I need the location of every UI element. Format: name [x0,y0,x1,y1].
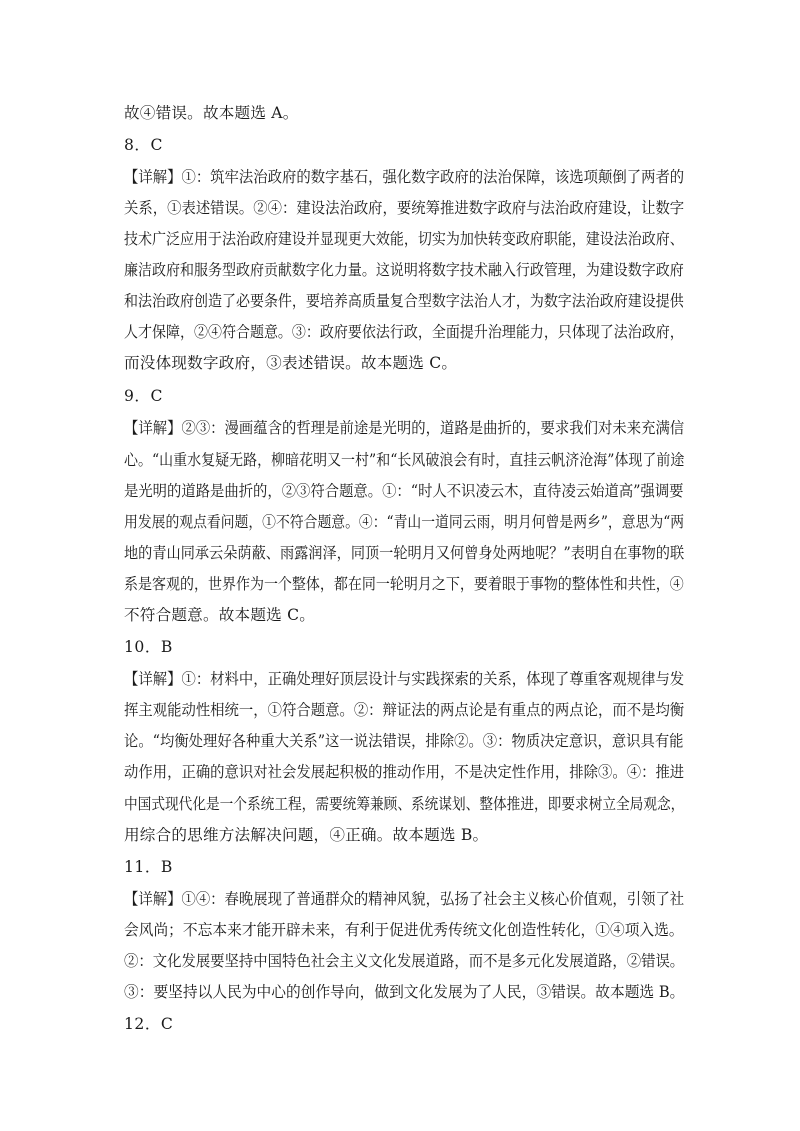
text-line: ③：要坚持以人民为中心的创作导向，做到文化发展为了人民，③错误。故本题选 B。 [124,983,685,1001]
question-number: 12．C [124,1015,174,1033]
text-line: 挥主观能动性相统一，①符合题意。②：辩证法的两点论是有重点的两点论，而不是均衡 [124,701,685,719]
text-line: 【详解】①：材料中，正确处理好顶层设计与实践探索的关系，体现了尊重客观规律与发 [124,670,685,688]
text-line: 用综合的思维方法解决问题，④正确。故本题选 B。 [124,826,489,844]
text-line: 【详解】①④：春晚展现了普通群众的精神风貌，弘扬了社会主义核心价值观，引领了社 [124,890,685,908]
text-line: 用发展的观点看问题，①不符合题意。④：“青山一道同云雨，明月何曾是两乡”，意思为“两 [124,513,685,531]
text-line: 故④错误。故本题选 A。 [124,104,299,122]
text-line: 论。“均衡处理好各种重大关系”这一说法错误，排除②。③：物质决定意识，意识具有能 [124,732,684,750]
text-line: 人才保障，②④符合题意。③：政府要依法行政，全面提升治理能力，只体现了法治政府， [124,323,684,341]
text-line: 动作用，正确的意识对社会发展起积极的推动作用，不是决定性作用，排除③。④：推进 [124,763,685,781]
text-line: 技术广泛应用于法治政府建设并显现更大效能，切实为加快转变政府职能，建设法治政府、 [124,230,684,248]
text-line: 中国式现代化是一个系统工程，需要统筹兼顾、系统谋划、整体推进，即要求树立全局观念， [124,795,685,813]
text-line: 【详解】①：筑牢法治政府的数字基石，强化数字政府的法治保障，该选项颠倒了两者的 [124,168,685,186]
text-line: 而没体现数字政府，③表述错误。故本题选 C。 [124,354,458,372]
question-number: 8．C [124,136,163,154]
text-line: 不符合题意。故本题选 C。 [124,606,316,624]
question-number: 11．B [124,858,173,876]
text-line: ②：文化发展要坚持中国特色社会主义文化发展道路，而不是多元化发展道路，②错误。 [124,952,685,970]
text-line: 关系，①表述错误。②④：建设法治政府，要统筹推进数字政府与法治政府建设，让数字 [124,199,685,217]
text-line: 会风尚；不忘本来才能开辟未来，有利于促进优秀传统文化创造性转化，①④项入选。 [124,921,684,939]
question-number: 10．B [124,638,173,656]
text-line: 是光明的道路是曲折的，②③符合题意。①：“时人不识凌云木，直待凌云始道高”强调要 [124,482,684,500]
text-line: 地的青山同承云朵荫蔽、雨露润泽，同顶一轮明月又何曾身处两地呢？”表明自在事物的联 [124,544,685,562]
text-line: 心。“山重水复疑无路，柳暗花明又一村”和“长风破浪会有时，直挂云帆济沧海”体现了前途 [124,451,685,469]
question-number: 9．C [124,387,163,405]
text-line: 【详解】②③：漫画蕴含的哲理是前途是光明的，道路是曲折的，要求我们对未来充满信 [124,419,685,437]
text-line: 系是客观的，世界作为一个整体，都在同一轮明月之下，要着眼于事物的整体性和共性，④ [124,575,684,593]
text-line: 和法治政府创造了必要条件，要培养高质量复合型数字法治人才，为数字法治政府建设提供 [124,292,684,310]
text-line: 廉洁政府和服务型政府贡献数字化力量。这说明将数字技术融入行政管理，为建设数字政府 [124,261,684,279]
